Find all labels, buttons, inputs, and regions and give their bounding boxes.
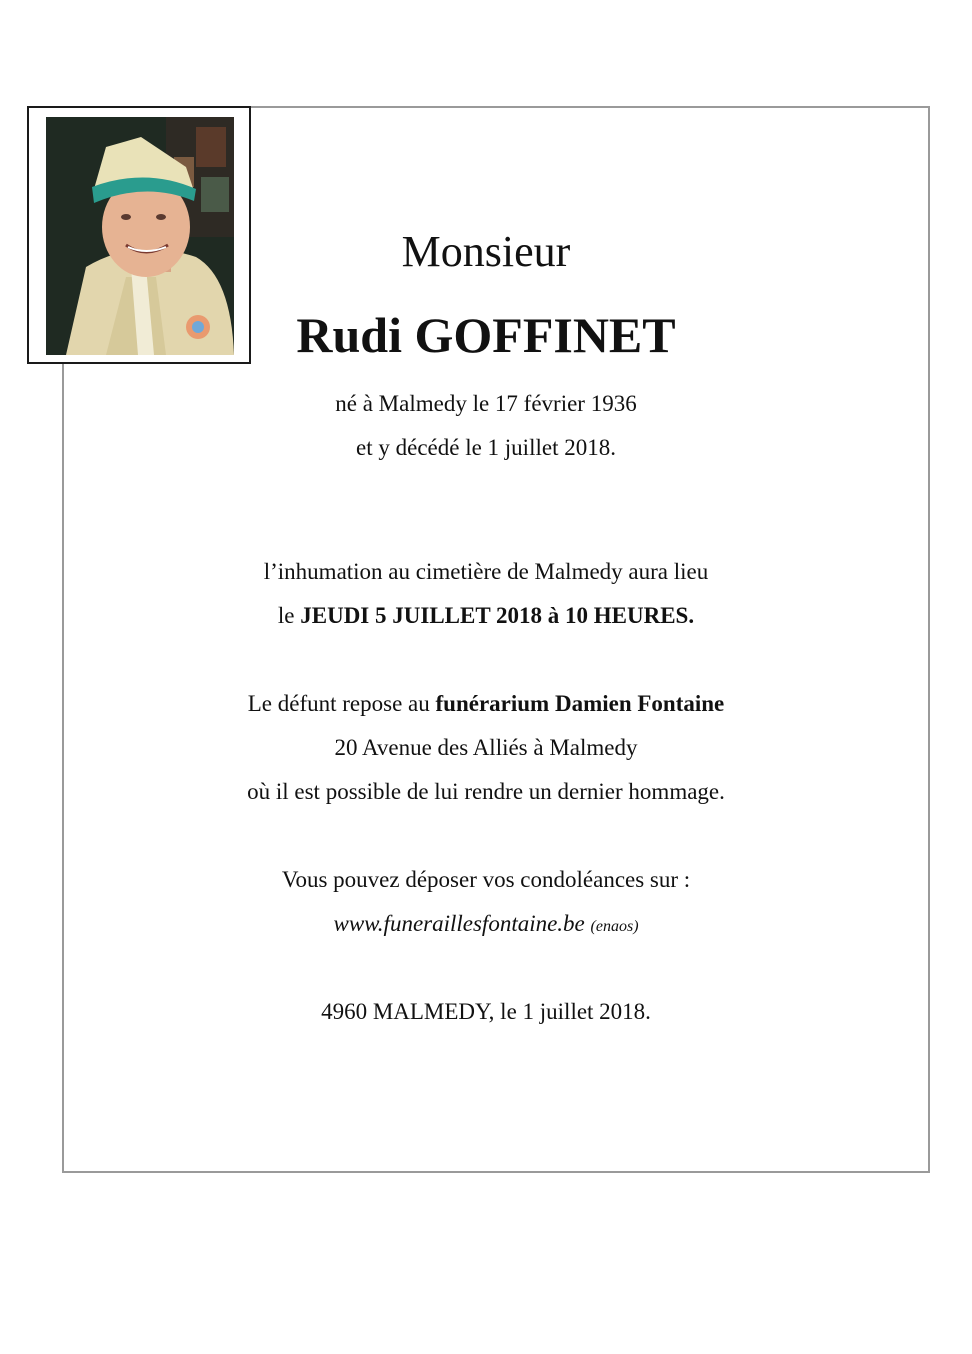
burial-prefix: le <box>277 603 301 628</box>
hommage-line: où il est possible de lui rendre un dernier hommage. <box>247 779 725 804</box>
birth-line: né à Malmedy le 17 février 1936 <box>335 391 637 416</box>
repose-prefix: Le défunt repose au <box>247 691 436 716</box>
burial-date: JEUDI 5 JUILLET 2018 à 10 HEURES. <box>300 603 695 628</box>
website-line <box>0 909 972 942</box>
address-line: 20 Avenue des Alliés à Malmedy <box>334 735 638 760</box>
condolences-line: Vous pouvez déposer vos condoléances sur : <box>281 867 691 892</box>
website-link[interactable]: www.funeraillesfontaine.be <box>333 911 585 936</box>
burial-date-line <box>0 601 972 631</box>
burial-intro: l’inhumation au cimetière de Malmedy aura lieu <box>263 559 709 584</box>
death-line: et y décédé le 1 juillet 2018. <box>356 435 616 460</box>
website-note: (enaos) <box>590 918 639 935</box>
honorific: Monsieur <box>401 227 571 276</box>
funeral-home: funérarium Damien Fontaine <box>435 691 725 716</box>
repose-line <box>0 689 972 719</box>
place-date-line: 4960 MALMEDY, le 1 juillet 2018. <box>321 999 651 1024</box>
deceased-name: Rudi GOFFINET <box>296 307 676 363</box>
